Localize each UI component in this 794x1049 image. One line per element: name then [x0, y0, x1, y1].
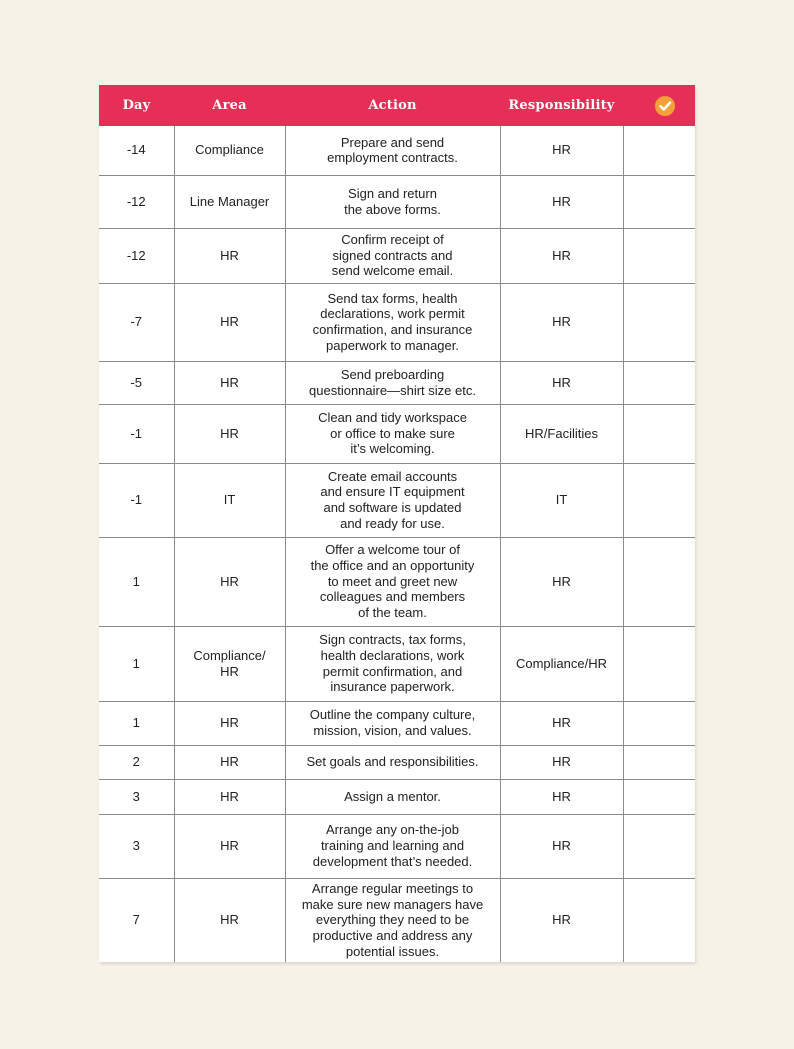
action-cell: Confirm receipt of signed contracts and send welcome email. — [285, 228, 500, 283]
checkbox-cell[interactable] — [623, 283, 695, 361]
checkbox-cell[interactable] — [623, 175, 695, 228]
responsibility-cell: HR — [500, 175, 623, 228]
table-row — [99, 463, 695, 537]
check-badge-icon — [655, 96, 675, 116]
day-cell: -1 — [99, 404, 174, 463]
area-cell: Line Manager — [174, 175, 285, 228]
action-cell: Assign a mentor. — [285, 779, 500, 814]
area-cell: HR — [174, 745, 285, 779]
table-row — [99, 626, 695, 701]
header-check — [623, 85, 695, 126]
day-cell: -14 — [126, 142, 146, 158]
action-cell: Sign contracts, tax forms, health declarations, work permit confirmation, and insurance paperwork. — [285, 626, 500, 701]
responsibility-cell: HR — [500, 779, 623, 814]
responsibility-cell: Compliance/HR — [500, 626, 623, 701]
area-cell: HR — [174, 537, 285, 626]
table-row — [99, 228, 695, 283]
table-row — [99, 537, 695, 626]
action-cell: Outline the company culture, mission, vision, and values. — [285, 701, 500, 745]
checkbox-cell[interactable] — [623, 404, 695, 463]
day-cell: 3 — [99, 779, 174, 814]
header-area: Area — [174, 85, 285, 126]
day-cell: 2 — [99, 745, 174, 779]
header-day: Day — [99, 85, 174, 126]
responsibility-cell: HR/Facilities — [500, 404, 623, 463]
header-action: Action — [285, 85, 500, 126]
action-cell: Send preboarding questionnaire—shirt size etc. — [285, 361, 500, 404]
action-cell: Set goals and responsibilities. — [285, 745, 500, 779]
table-row — [99, 878, 695, 962]
responsibility-cell: HR — [500, 745, 623, 779]
table-row — [99, 404, 695, 463]
day-cell: 1 — [99, 626, 174, 701]
table-row — [99, 126, 695, 175]
day-cell: -7 — [99, 283, 174, 361]
responsibility-cell: HR — [500, 283, 623, 361]
table-row — [99, 745, 695, 779]
day-cell: 7 — [99, 878, 174, 962]
table-row — [99, 779, 695, 814]
responsibility-cell: HR — [500, 814, 623, 878]
responsibility-cell: HR — [500, 228, 623, 283]
checkbox-cell[interactable] — [623, 745, 695, 779]
area-cell: HR — [174, 361, 285, 404]
responsibility-cell: HR — [500, 126, 623, 175]
area-cell: HR — [174, 814, 285, 878]
area-cell: HR — [174, 878, 285, 962]
action-cell: Arrange any on-the-job training and learning and development that’s needed. — [285, 814, 500, 878]
area-cell: HR — [174, 404, 285, 463]
header-responsibility: Responsibility — [500, 85, 623, 126]
day-cell: 1 — [99, 537, 174, 626]
table-body — [99, 126, 695, 962]
table-row — [99, 175, 695, 228]
responsibility-cell: HR — [500, 701, 623, 745]
checkbox-cell[interactable] — [623, 463, 695, 537]
checkbox-cell[interactable] — [623, 537, 695, 626]
day-cell: -5 — [99, 361, 174, 404]
table-row — [99, 361, 695, 404]
area-cell: HR — [174, 283, 285, 361]
day-cell: -12 — [99, 228, 174, 283]
area-cell: HR — [174, 701, 285, 745]
checkbox-cell[interactable] — [623, 701, 695, 745]
checkbox-cell[interactable] — [623, 878, 695, 962]
responsibility-cell: IT — [500, 463, 623, 537]
checkbox-cell[interactable] — [623, 814, 695, 878]
table-header-row — [99, 85, 695, 126]
responsibility-cell: HR — [500, 361, 623, 404]
checkbox-cell[interactable] — [623, 779, 695, 814]
action-cell: Clean and tidy workspace or office to make sure it’s welcoming. — [285, 404, 500, 463]
area-cell: HR — [174, 779, 285, 814]
area-cell: IT — [174, 463, 285, 537]
responsibility-cell: HR — [500, 878, 623, 962]
action-cell: Send tax forms, health declarations, work permit confirmation, and insurance paperwork to manager. — [285, 283, 500, 361]
responsibility-cell: HR — [500, 537, 623, 626]
day-cell: -1 — [99, 463, 174, 537]
table-row — [99, 701, 695, 745]
area-cell: Compliance — [174, 126, 285, 175]
onboarding-checklist — [99, 85, 695, 962]
action-cell: Offer a welcome tour of the office and an opportunity to meet and greet new colleagues and members of the team. — [285, 537, 500, 626]
table-row — [99, 283, 695, 361]
checkbox-cell[interactable] — [623, 228, 695, 283]
checkbox-cell[interactable] — [623, 126, 695, 175]
checkbox-cell[interactable] — [623, 626, 695, 701]
area-cell: HR — [174, 228, 285, 283]
table-row — [99, 814, 695, 878]
checkbox-cell[interactable] — [623, 361, 695, 404]
onboarding-table — [99, 85, 695, 962]
day-cell: 3 — [99, 814, 174, 878]
day-cell: -12 — [99, 175, 174, 228]
area-cell: Compliance/ HR — [174, 626, 285, 701]
action-cell: Arrange regular meetings to make sure new managers have everything they need to be productive and address any potential issues. — [285, 878, 500, 962]
action-cell: Sign and return the above forms. — [285, 175, 500, 228]
day-cell: 1 — [99, 701, 174, 745]
action-cell: Create email accounts and ensure IT equipment and software is updated and ready for use. — [285, 463, 500, 537]
action-cell: Prepare and send employment contracts. — [285, 126, 500, 175]
